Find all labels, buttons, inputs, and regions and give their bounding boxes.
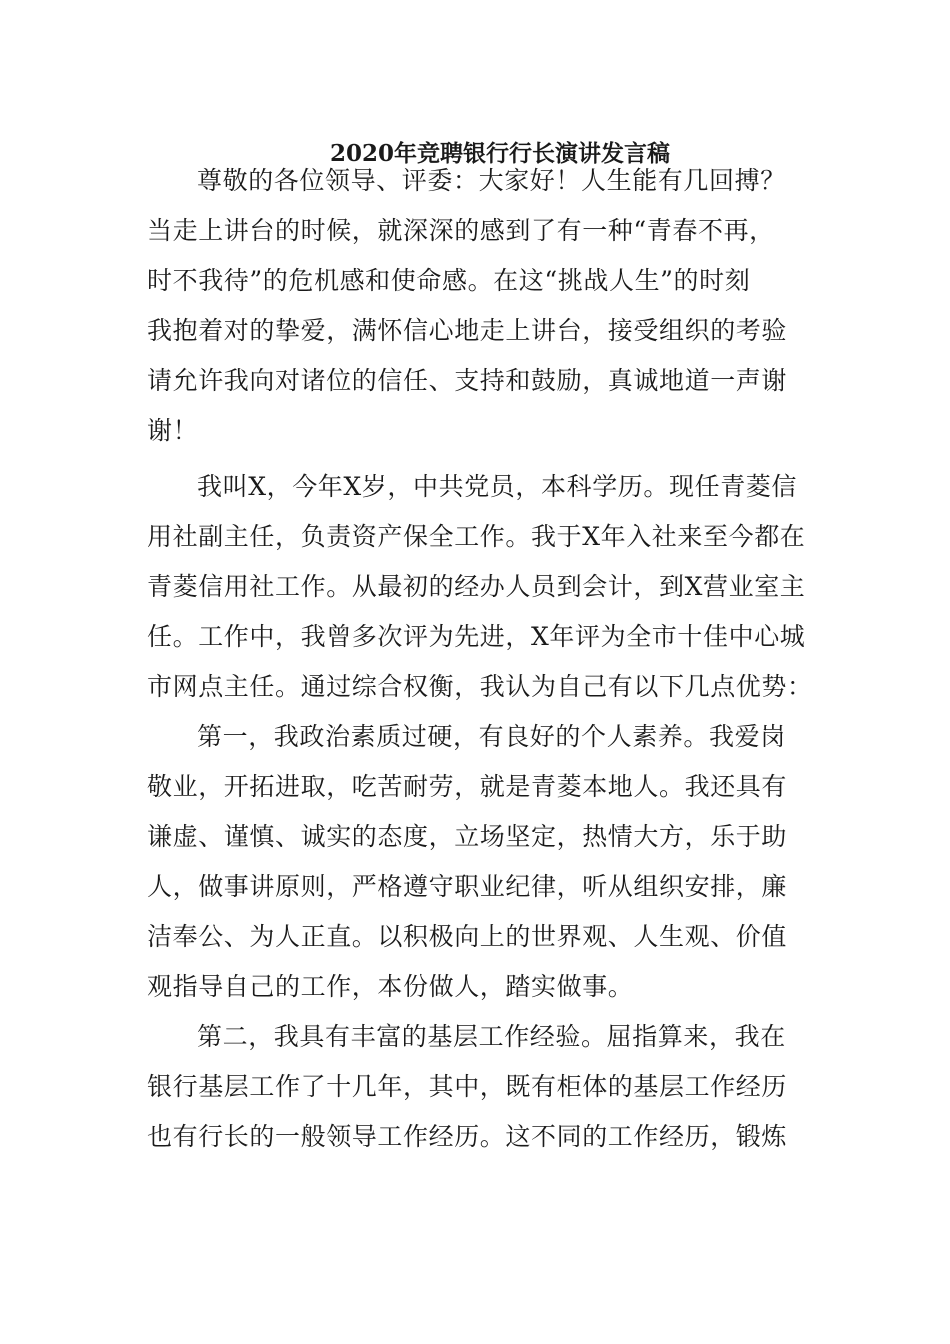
paragraph-3-line-3: 谦虚、谨慎、诚实的态度，立场坚定，热情大方，乐于助 bbox=[147, 822, 788, 851]
document-body bbox=[147, 156, 813, 1162]
paragraph-3-line-4: 人，做事讲原则，严格遵守职业纪律，听从组织安排，廉 bbox=[147, 872, 788, 901]
paragraph-3-line-6: 观指导自己的工作，本份做人，踏实做事。 bbox=[147, 972, 634, 1001]
paragraph-3-line-1: 第一，我政治素质过硬，有良好的个人素养。我爱岗 bbox=[197, 722, 786, 751]
paragraph-2-line-5: 市网点主任。通过综合权衡，我认为自己有以下几点优势： bbox=[147, 672, 813, 701]
paragraph-1-line-1: 尊敬的各位领导、评委：大家好！人生能有几回搏？ bbox=[197, 166, 786, 195]
paragraph-2-line-3: 青菱信用社工作。从最初的经办人员到会计，到X营业室主 bbox=[147, 572, 806, 601]
paragraph-4-line-3: 也有行长的一般领导工作经历。这不同的工作经历，锻炼 bbox=[147, 1122, 788, 1151]
paragraph-2-line-1: 我叫X，今年X岁，中共党员，本科学历。现任青菱信 bbox=[197, 472, 797, 501]
paragraph-1-line-4: 我抱着对的挚爱，满怀信心地走上讲台，接受组织的考验 bbox=[147, 316, 788, 345]
paragraph-3-line-2: 敬业，开拓进取，吃苦耐劳，就是青菱本地人。我还具有 bbox=[147, 772, 788, 801]
paragraph-4-line-1: 第二，我具有丰富的基层工作经验。屈指算来，我在 bbox=[197, 1022, 786, 1051]
paragraph-1-line-3: 时不我待”的危机感和使命感。在这“挑战人生”的时刻 bbox=[147, 266, 751, 295]
paragraph-4-line-2: 银行基层工作了十几年，其中，既有柜体的基层工作经历 bbox=[147, 1072, 788, 1101]
paragraph-3-line-5: 洁奉公、为人正直。以积极向上的世界观、人生观、价值 bbox=[147, 922, 788, 951]
paragraph-1-line-5: 请允许我向对诸位的信任、支持和鼓励，真诚地道一声谢 bbox=[147, 366, 788, 395]
paragraph-1-line-6: 谢！ bbox=[147, 416, 199, 445]
document-title: 2020年竞聘银行行长演讲发言稿 bbox=[329, 140, 670, 167]
paragraph-1-line-2: 当走上讲台的时候，就深深的感到了有一种“青春不再， bbox=[147, 216, 775, 245]
paragraph-2-line-2: 用社副主任，负责资产保全工作。我于X年入社来至今都在 bbox=[147, 522, 806, 551]
paragraph-2-line-4: 任。工作中，我曾多次评为先进，X年评为全市十佳中心城 bbox=[147, 622, 806, 651]
